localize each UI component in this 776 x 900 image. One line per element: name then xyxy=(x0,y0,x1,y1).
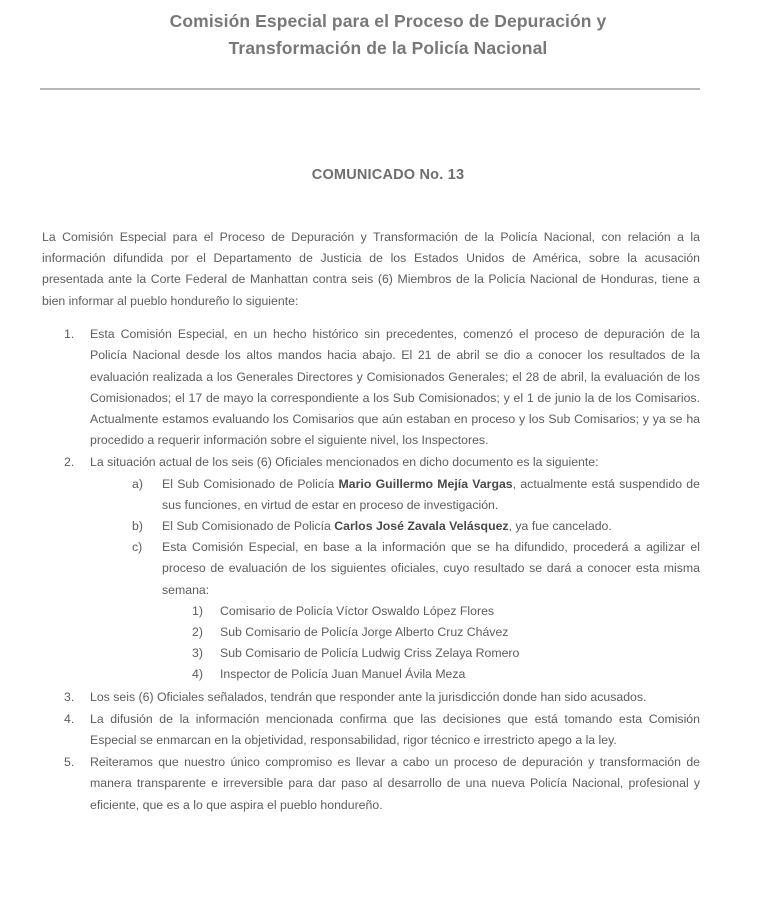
list-item-text: La situación actual de los seis (6) Oficiales mencionados en dicho documento es la siguiente: xyxy=(90,455,599,470)
officer-list-text: Sub Comisario de Policía Jorge Alberto Cruz Chávez xyxy=(220,624,509,639)
officer-list-marker: 4) xyxy=(192,667,203,682)
list-item-marker: 3. xyxy=(64,689,75,704)
list-item xyxy=(42,687,700,708)
list-item xyxy=(42,709,700,751)
page-title-line-1: Comisión Especial para el Proceso de Depuración y xyxy=(169,11,607,31)
list-item xyxy=(42,324,700,451)
sublist-item-marker: b) xyxy=(132,518,143,533)
officer-name: Carlos José Zavala Velásquez xyxy=(334,518,509,533)
sublist-item xyxy=(124,474,700,516)
list-item-marker: 4. xyxy=(64,711,75,726)
officer-list-marker: 2) xyxy=(192,624,203,639)
intro-paragraph: La Comisión Especial para el Proceso de Depuración y Transformación de la Policía Nacional, con relación a la información difundida por el Departamento de Justicia de los Estados Unidos de América, sobre la acusación presentada ante la Corte Federal de Manhattan contra seis (6) Miembros de la Policía Nacional de Honduras, tiene a bien informar al pueblo hondureño lo siguiente: xyxy=(42,230,700,308)
officer-list xyxy=(162,601,700,686)
page-title-line-2: Transformación de la Policía Nacional xyxy=(228,38,548,58)
officer-list-marker: 1) xyxy=(192,603,203,618)
list-item-text: La difusión de la información mencionada confirma que las decisiones que está tomando esta Comisión Especial se enmarcan en la objetividad, responsabilidad, rigor técnico e irrestricto apego a la ley. xyxy=(90,711,700,747)
officer-name: Mario Guillermo Mejía Vargas xyxy=(338,476,513,491)
list-item-text: Reiteramos que nuestro único compromiso es llevar a cabo un proceso de depuración y transformación de manera transparente e irreversible para dar paso al desarrollo de una nueva Policía Nacional, profesional y eficiente, que es a lo que aspira el pueblo hondureño. xyxy=(90,755,700,812)
sublist-item-marker: a) xyxy=(132,476,143,491)
sublist-item-suffix: , ya fue cancelado. xyxy=(508,518,612,533)
sublist-letters xyxy=(90,474,700,686)
document-header xyxy=(0,0,776,90)
document-body xyxy=(42,227,700,816)
numbered-list xyxy=(42,324,700,816)
list-item-marker: 2. xyxy=(64,455,75,470)
officer-list-item xyxy=(184,643,700,664)
sublist-item-prefix: El Sub Comisionado de Policía xyxy=(162,476,339,491)
list-item-text: Esta Comisión Especial, en un hecho histórico sin precedentes, comenzó el proceso de depuración de la Policía Nacional desde los altos mandos hacia abajo. El 21 de abril se dio a conocer los resultados de la evaluación realizada a los Generales Directores y Comisionados Generales; el 28 de abril, la evaluación de los Comisionados; el 17 de mayo la correspondiente a los Sub Comisionados; y el 1 de junio la de los Comisarios. Actualmente estamos evaluando los Comisarios que aún estaban en proceso y los Sub Comisarios; y ya se ha procedido a requerir información sobre el siguiente nivel, los Inspectores. xyxy=(90,327,700,448)
officer-list-item xyxy=(184,601,700,622)
list-item-marker: 5. xyxy=(64,755,75,770)
sublist-item-prefix: El Sub Comisionado de Policía xyxy=(162,518,335,533)
officer-list-item xyxy=(184,664,700,685)
communique-heading: COMUNICADO No. 13 xyxy=(311,167,465,183)
sublist-item-text: Esta Comisión Especial, en base a la información que se ha difundido, procederá a agilizar el proceso de evaluación de los siguientes oficiales, cuyo resultado se dará a conocer esta misma semana: xyxy=(162,540,700,597)
sublist-item xyxy=(124,537,700,685)
officer-list-text: Comisario de Policía Víctor Oswaldo López Flores xyxy=(220,603,495,618)
list-item xyxy=(42,752,700,816)
sublist-item-marker: c) xyxy=(132,540,143,555)
page-title xyxy=(100,8,676,62)
officer-list-marker: 3) xyxy=(192,646,203,661)
officer-list-text: Inspector de Policía Juan Manuel Ávila Meza xyxy=(220,667,466,682)
list-item-text: Los seis (6) Oficiales señalados, tendrán que responder ante la jurisdicción donde han sido acusados. xyxy=(90,689,647,704)
sublist-item-suffix: , actualmente está suspendido de sus funciones, en virtud de estar en proceso de investigación. xyxy=(162,476,700,512)
sublist-item xyxy=(124,516,700,537)
list-item xyxy=(42,452,700,685)
officer-list-item xyxy=(184,622,700,643)
list-item-marker: 1. xyxy=(64,327,75,342)
header-divider xyxy=(40,88,700,90)
officer-list-text: Sub Comisario de Policía Ludwig Criss Zelaya Romero xyxy=(220,646,520,661)
